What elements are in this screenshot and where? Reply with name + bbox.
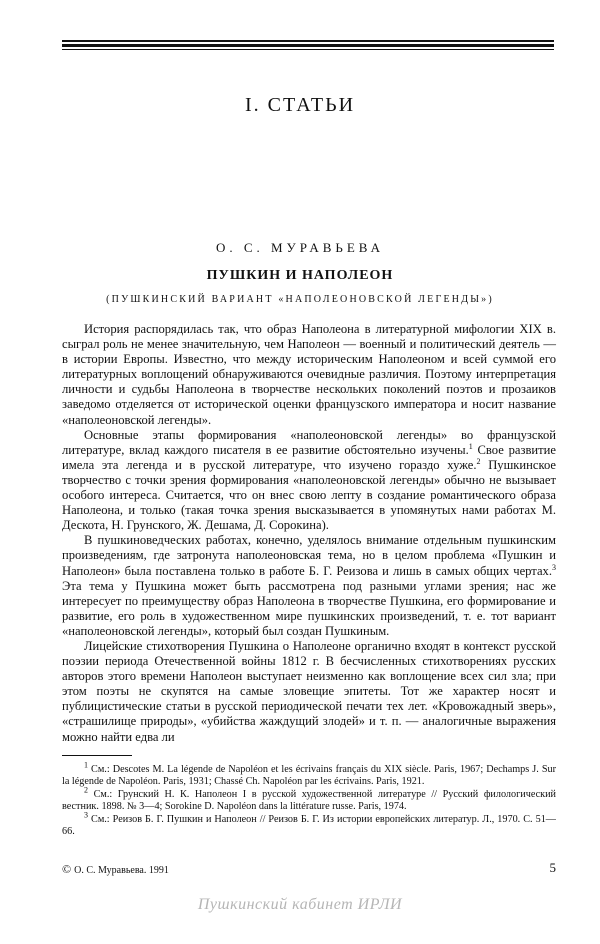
footnotes	[62, 760, 556, 838]
footnote-ref-3[interactable]: 3	[552, 562, 556, 572]
paragraph-text: История распорядилась так, что образ Наполеона в литературной мифологии XIX в. сыграл роль не менее значительную, чем Наполеон — военный и политический деятель — в истории Европы. Известно, что между историческим Наполеоном и всей суммой его литературных воплощений обнаруживаются очевидные различия. Поэтому интерпретация личности и судьбы Наполеона в творчестве нескольких поколений поэтов и прозаиков заведомо отделяется от исторической оценки французского императора и носит название «наполеоновской легенды».	[62, 322, 556, 427]
watermark: Пушкинский кабинет ИРЛИ	[197, 896, 403, 913]
header-rule-line-middle	[62, 44, 554, 47]
paragraph-text: Эта тема у Пушкина может быть рассмотрена под разными углами зрения; нас же интересует по преимуществу образ Наполеона в творчестве Пушкина, его формирование и развитие, его роль в художественном мире пушкинских произведений, т. е. тот вариант «наполеоновской легенды», который был создан Пушкиным.	[62, 578, 556, 638]
header-rule-line-bottom	[62, 49, 554, 50]
paragraph-4	[62, 639, 556, 745]
paragraph-text: Пушкинское творчество с точки зрения формирования «наполеоновской легенды» обычно не вызывает особого интереса. Считается, что он внес свою лепту в создание романтического образа Наполеона, и только (такая точка зрения высказывается в упомянутых нами работах М. Дескота, Н. Грунского, Ж. Дешама, Д. Сорокина).	[62, 457, 556, 533]
copyright	[62, 862, 169, 877]
page-footer	[62, 862, 556, 876]
paragraph-text: Лицейские стихотворения Пушкина о Наполеоне органично входят в контекст русской поэзии периода Отечественной войны 1812 г. В бесчисленных стихотворениях русских авторов этого времени Наполеон выступает неизменно как воплощение всех сил зла; при этом поэты не скупятся на самые зловещие эпитеты. Тот же характер носят и публицистические статьи в русской периодической печати тех лет. «Кровожадный зверь», «страшилище природы», «убийства жаждущий злодей» и т. п. — аналогичные выражения можно найти едва ли	[62, 638, 556, 744]
paragraph-1	[62, 322, 556, 428]
footnote-ref-1[interactable]: 1	[468, 441, 473, 451]
footnote-marker: 1	[84, 760, 88, 770]
footnote-ref-2[interactable]: 2	[476, 456, 481, 466]
header-rule	[62, 40, 554, 52]
copyright-text: О. С. Муравьева. 1991	[74, 865, 169, 876]
footnote-2	[62, 785, 556, 814]
paragraph-2	[62, 428, 556, 534]
page-number: 5	[549, 860, 556, 875]
footnote-1	[62, 760, 556, 789]
copyright-icon: ©	[62, 862, 72, 876]
article-body	[62, 322, 556, 745]
footnote-text: См.: Реизов Б. Г. Пушкин и Наполеон // Реизов Б. Г. Из истории европейских литератур. Л., 1970. С. 51—66.	[62, 813, 556, 838]
footnote-marker: 3	[84, 810, 88, 820]
footnote-divider	[62, 755, 132, 756]
article-subtitle: (ПУШКИНСКИЙ ВАРИАНТ «НАПОЛЕОНОВСКОЙ ЛЕГЕНДЫ»)	[106, 294, 494, 305]
article-author: О. С. МУРАВЬЕВА	[215, 240, 385, 255]
paragraph-3	[62, 533, 556, 639]
article-title: ПУШКИН И НАПОЛЕОН	[206, 268, 394, 283]
footnote-3	[62, 810, 556, 839]
paragraph-text: Основные этапы формирования «наполеоновской легенды» во французской литературе, вклад каждого писателя в ее развитие обстоятельно изучены.	[62, 427, 556, 457]
footnote-text: См.: Descotes M. La légende de Napoléon et les écrivains français du XIX siècle. Paris, 1967; Dechamps J. Sur la légende de Napoléon. Paris, 1931; Chassé Ch. Napoléon par les écrivains. Paris, 1921.	[62, 764, 556, 788]
section-title: I. СТАТЬИ	[244, 94, 356, 116]
paragraph-text: В пушкиноведческих работах, конечно, уделялось внимание отдельным пушкинским произведениям, где затронута наполеоновская тема, но в целом проблема «Пушкин и Наполеон» была поставлена только в работе Б. Г. Реизова и лишь в самых общих чертах.	[62, 533, 556, 578]
footnote-marker: 2	[84, 785, 88, 795]
header-rule-line-top	[62, 40, 554, 42]
paragraph-text: Свое развитие имела эта легенда и в русской литературе, что изучено гораздо хуже.	[62, 442, 556, 472]
footnote-text: См.: Грунский Н. К. Наполеон I в русской художественной литературе // Русский филологический вестник. 1898. № 3—4; Sorokine D. Napoléon dans la littérature russe. Paris, 1974.	[62, 788, 556, 813]
